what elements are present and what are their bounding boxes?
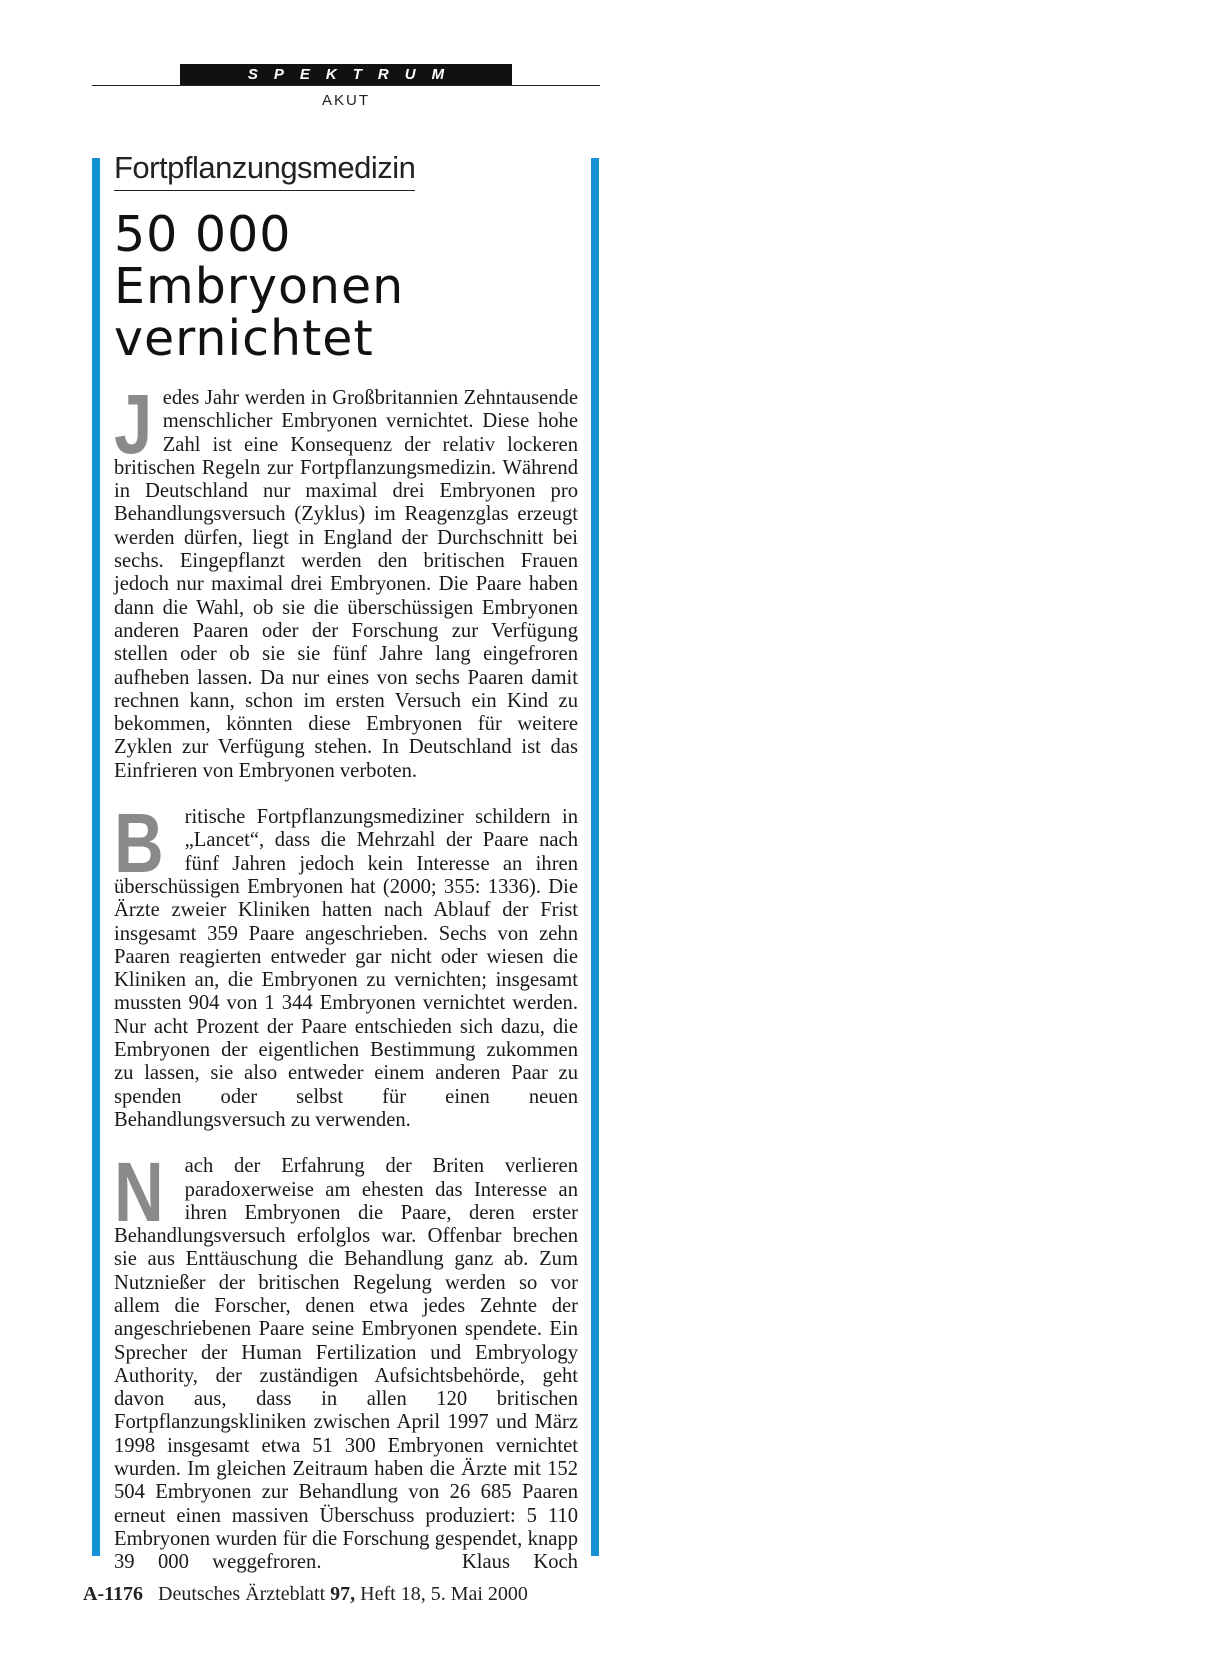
article — [114, 150, 578, 1598]
accent-bar-left — [92, 158, 100, 1556]
article-kicker: Fortpflanzungsmedizin — [114, 150, 415, 191]
accent-bar-right — [591, 158, 599, 1556]
paragraph-2-text: ritische Fortpflanzungsmediziner schildern in „Lancet“, dass die Mehrzahl der Paare nach fünf Jahren jedoch kein Interesse an ihren überschüssigen Embryonen hat (2000; 355: 1336). Die Ärzte zweier Kliniken hatten nach Ablauf der Frist insgesamt 359 Paare angeschrieben. Sechs von zehn Paaren reagierten entweder gar nicht oder wiesen die Kliniken an, die Embryonen zu vernichten; insgesamt mussten 904 von 1 344 Embryonen vernichtet werden. Nur acht Prozent der Paare entschieden sich dazu, die Embryonen der eigentlichen Bestimmung zukommen zu lassen, sie also entweder einem anderen Paar zu spenden oder selbst für einen neuen Behandlungsversuch zu verwenden. — [114, 806, 578, 1131]
journal-volume: 97, — [330, 1583, 356, 1605]
masthead — [92, 64, 600, 112]
article-headline — [114, 206, 578, 367]
dropcap-n: N — [114, 1145, 164, 1240]
page-footer — [83, 1583, 528, 1606]
paragraph-3-text: ach der Erfahrung der Briten verlieren paradoxerweise am ehesten das Interesse an ihren Embryonen die Paare, deren erster Behandlungsversuch erfolglos war. Offenbar brechen sie aus Enttäuschung die Behandlung ganz ab. Zum Nutznießer der britischen Regelung werden so vor allem die Forscher, denen etwa jedes Zehnte der angeschriebenen Paare seine Embryonen spendete. Ein Sprecher der Human Fertilization und Embryology Authority, der zuständigen Aufsichtsbehörde, geht davon aus, dass in allen 120 britischen Fortpflanzungskliniken zwischen April 1997 und März 1998 insgesamt etwa 51 300 Embryonen vernichtet wurden. Im gleichen Zeitraum haben die Ärzte mit 152 504 Embryonen zur Behandlung von 26 685 Paaren erneut einen massiven Überschuss produziert: 5 110 Embryonen wurden für die Forschung gespendet, knapp 39 000 weggefroren. — [114, 1155, 578, 1574]
paragraph-1-text: edes Jahr werden in Großbritannien Zehntausende menschlicher Embryonen vernichtet. Diese hohe Zahl ist eine Konsequenz der relativ lockeren britischen Regeln zur Fortpflanzungsmedizin. Während in Deutschland nur maximal drei Embryonen pro Behandlungsversuch (Zyklus) im Reagenzglas erzeugt werden dürfen, liegt in England der Durchschnitt bei sechs. Eingepflanzt werden den britischen Frauen jedoch nur maximal drei Embryonen. Die Paare haben dann die Wahl, ob sie die überschüssigen Embryonen anderen Paaren oder der Forschung zur Verfügung stellen oder ob sie sie fünf Jahre lang eingefroren aufheben lassen. Da nur eines von sechs Paaren damit rechnen kann, schon im ersten Versuch ein Kind zu bekommen, könnten diese Embryonen für weitere Zyklen zur Verfügung stehen. In Deutschland ist das Einfrieren von Embryonen verboten. — [114, 387, 578, 782]
headline-line-1: 50 000 Embryonen — [114, 206, 405, 315]
page-number: A-1176 — [83, 1583, 143, 1605]
section-label: SPEKTRUM — [180, 64, 512, 85]
dropcap-b: B — [114, 796, 164, 891]
masthead-rule — [92, 85, 600, 86]
paragraph-3 — [114, 1145, 578, 1574]
journal-name: Deutsches Ärzteblatt — [158, 1583, 326, 1605]
article-author: Klaus Koch — [461, 1551, 578, 1574]
journal-issue: Heft 18, 5. Mai 2000 — [360, 1583, 528, 1605]
paragraph-2 — [114, 796, 578, 1132]
paragraph-1 — [114, 377, 578, 783]
headline-line-2: vernichtet — [114, 310, 374, 367]
dropcap-j: J — [114, 377, 153, 471]
subsection-label: AKUT — [321, 92, 370, 109]
